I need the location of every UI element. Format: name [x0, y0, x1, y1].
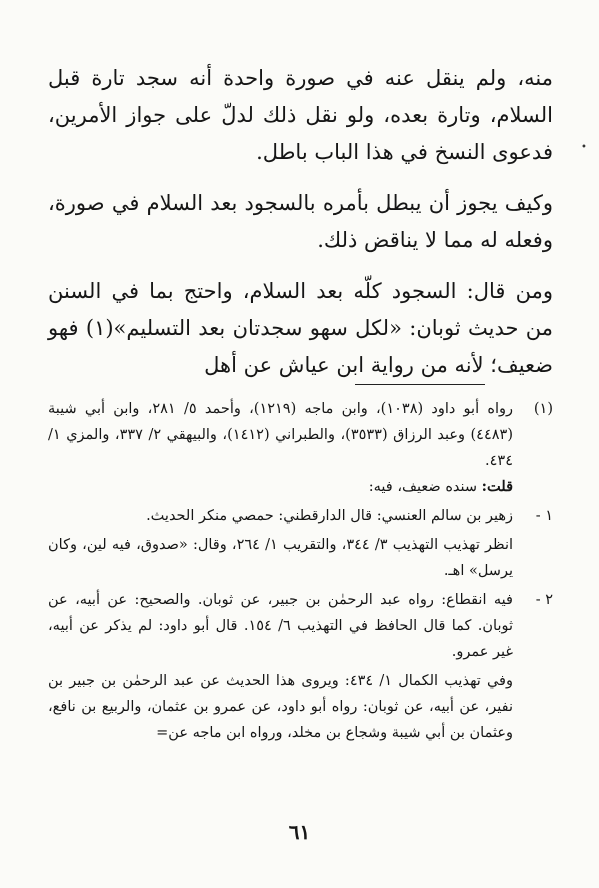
footnote-1 — [48, 396, 553, 500]
page-number: ٦١ — [288, 820, 311, 844]
footnote-1-text: رواه أبو داود (١٠٣٨)، وابن ماجه (١٢١٩)، وأحمد ٥/ ٢٨١، وابن أبي شيبة (٤٤٨٣) وعبد الرزاق (٣٥٣٣)، والطبراني (١٤١٢)، والبيهقي ٢/ ٣٣٧، والمزي ١/ ٤٣٤. — [48, 401, 513, 469]
item-2-text: فيه انقطاع: رواه عبد الرحمٰن بن جبير، عن ثوبان. والصحيح: عن أبيه، عن ثوبان. كما قال الحافظ في التهذيب ٦/ ١٥٤. قال أبو داود: لم يذكر عن أبيه، غير عمرو. — [48, 592, 514, 660]
item-number: ٢ - — [535, 592, 553, 608]
item-2-continuation: وفي تهذيب الكمال ١/ ٤٣٤: ويروى هذا الحديث عن عبد الرحمٰن بن جبير بن نفير، عن أبيه، عن ثوبان: رواه أبو داود، عن عمرو بن عثمان، والربيع بن نافع، وعثمان بن أبي شيبة وشجاع بن مخلد، ورواه ابن ماجه عن= — [48, 673, 513, 741]
footnote-item-2 — [48, 587, 553, 746]
body-paragraph-3: ومن قال: السجود كلّه بعد السلام، واحتج بما في السنن من حديث ثوبان: «لكل سهو سجدتان بعد التسليم»(١) فهو ضعيف؛ لأنه من رواية ابن عياش عن أهل — [48, 279, 554, 377]
footnote-number: (١) — [533, 401, 553, 417]
margin-mark: • — [581, 142, 587, 153]
item-number: ١ - — [535, 508, 553, 524]
main-text — [48, 60, 553, 392]
body-paragraph-2: وكيف يجوز أن يبطل بأمره بالسجود بعد السلام في صورة، وفعله له مما لا يناقض ذلك. — [48, 191, 553, 252]
footnotes — [48, 396, 553, 749]
qult-text: سنده ضعيف، فيه: — [368, 479, 478, 495]
footnote-separator — [355, 384, 485, 385]
footnote-item-1 — [48, 503, 553, 584]
qult-label: قلت: — [481, 478, 513, 495]
item-1-reference: انظر تهذيب التهذيب ٣/ ٣٤٤، والتقريب ١/ ٢٦٤، وقال: «صدوق، فيه لين، وكان يرسل» اهـ. — [48, 537, 514, 579]
body-paragraph-1: منه، ولم ينقل عنه في صورة واحدة أنه سجد تارة قبل السلام، وتارة بعده، ولو نقل ذلك لدلّ على جواز الأمرين، فدعوى النسخ في هذا الباب باطل. — [48, 66, 553, 164]
item-1-text: زهير بن سالم العنسي: قال الدارقطني: حمصي منكر الحديث. — [146, 508, 513, 524]
